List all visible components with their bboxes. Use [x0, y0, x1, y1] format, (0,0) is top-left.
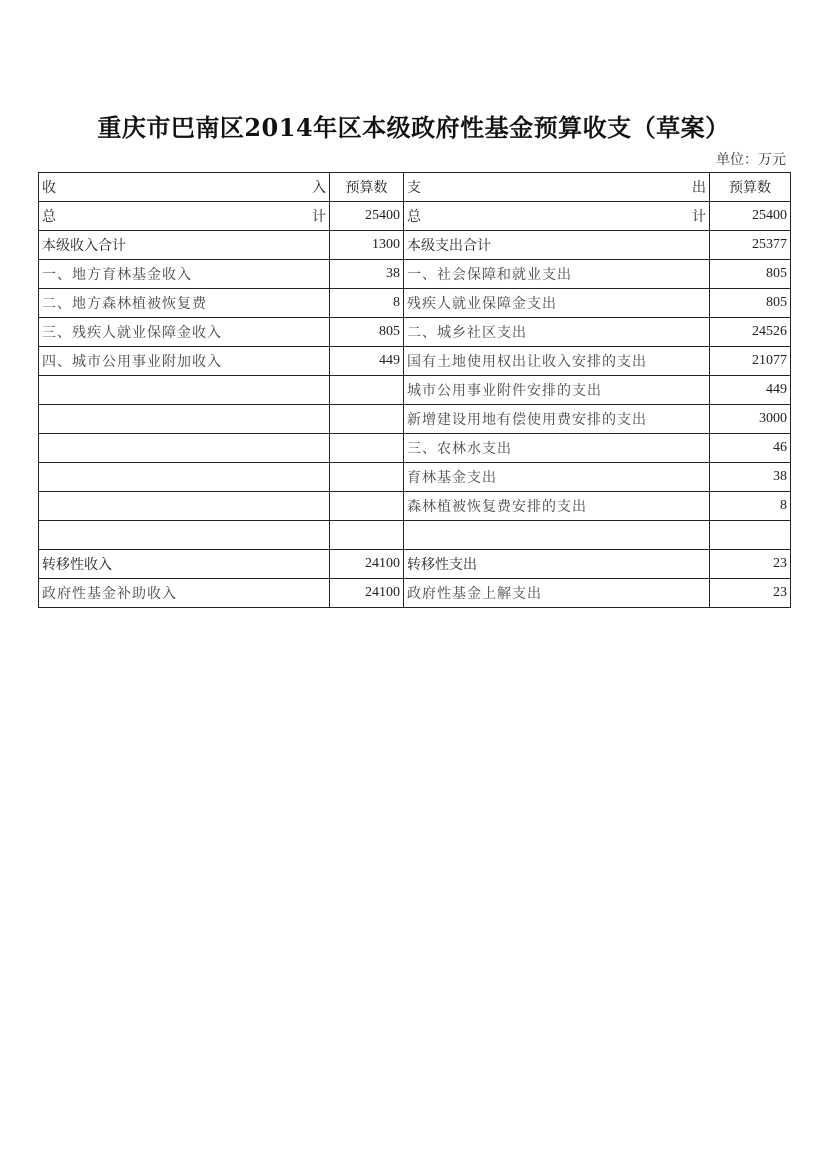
income-value [330, 434, 404, 463]
expense-value [710, 521, 791, 550]
income-value: 1300 [330, 231, 404, 260]
table-row [39, 231, 791, 260]
expense-total-label: 总 计 [404, 202, 710, 231]
income-item: 四、城市公用事业附加收入 [39, 347, 330, 376]
expense-value: 805 [710, 260, 791, 289]
income-value [330, 463, 404, 492]
income-item [39, 405, 330, 434]
income-item [39, 434, 330, 463]
table-row [39, 318, 791, 347]
income-value [330, 521, 404, 550]
table-row [39, 405, 791, 434]
income-total-label: 总 计 [39, 202, 330, 231]
expense-item: 育林基金支出 [404, 463, 710, 492]
expense-item: 森林植被恢复费安排的支出 [404, 492, 710, 521]
table-row [39, 434, 791, 463]
table-row [39, 492, 791, 521]
income-item: 政府性基金补助收入 [39, 579, 330, 608]
income-budget-header: 预算数 [330, 173, 404, 202]
income-item [39, 521, 330, 550]
table-row [39, 202, 791, 231]
expense-value: 21077 [710, 347, 791, 376]
table-header-row [39, 173, 791, 202]
expense-value: 23 [710, 550, 791, 579]
expense-item: 一、社会保障和就业支出 [404, 260, 710, 289]
income-value: 24100 [330, 579, 404, 608]
expense-item: 三、农林水支出 [404, 434, 710, 463]
income-value: 449 [330, 347, 404, 376]
income-value: 8 [330, 289, 404, 318]
expense-total-value: 25400 [710, 202, 791, 231]
income-value [330, 405, 404, 434]
table-row [39, 260, 791, 289]
income-value [330, 492, 404, 521]
table-row [39, 347, 791, 376]
unit-label: 单位：万元 [716, 152, 786, 168]
expense-item: 城市公用事业附件安排的支出 [404, 376, 710, 405]
income-value: 805 [330, 318, 404, 347]
expense-item: 国有土地使用权出让收入安排的支出 [404, 347, 710, 376]
table-row [39, 579, 791, 608]
income-item: 一、地方育林基金收入 [39, 260, 330, 289]
expense-item: 二、城乡社区支出 [404, 318, 710, 347]
expense-item: 本级支出合计 [404, 231, 710, 260]
table-row [39, 521, 791, 550]
income-header: 收 入 [39, 173, 330, 202]
expense-item: 残疾人就业保障金支出 [404, 289, 710, 318]
income-item [39, 492, 330, 521]
income-item: 转移性收入 [39, 550, 330, 579]
income-value: 38 [330, 260, 404, 289]
expense-value: 24526 [710, 318, 791, 347]
income-item: 本级收入合计 [39, 231, 330, 260]
income-item [39, 376, 330, 405]
expense-value: 8 [710, 492, 791, 521]
income-item [39, 463, 330, 492]
expense-header: 支 出 [404, 173, 710, 202]
budget-table [38, 172, 791, 608]
page-title: 重庆市巴南区2014年区本级政府性基金预算收支（草案） [97, 113, 730, 142]
expense-item: 政府性基金上解支出 [404, 579, 710, 608]
expense-value: 25377 [710, 231, 791, 260]
table-row [39, 376, 791, 405]
expense-value: 805 [710, 289, 791, 318]
expense-value: 23 [710, 579, 791, 608]
income-item: 二、地方森林植被恢复费 [39, 289, 330, 318]
expense-value: 3000 [710, 405, 791, 434]
table-row [39, 550, 791, 579]
income-item: 三、残疾人就业保障金收入 [39, 318, 330, 347]
income-value: 24100 [330, 550, 404, 579]
expense-item: 转移性支出 [404, 550, 710, 579]
expense-value: 38 [710, 463, 791, 492]
expense-budget-header: 预算数 [710, 173, 791, 202]
income-value [330, 376, 404, 405]
table-row [39, 463, 791, 492]
expense-value: 449 [710, 376, 791, 405]
expense-value: 46 [710, 434, 791, 463]
expense-item [404, 521, 710, 550]
expense-item: 新增建设用地有偿使用费安排的支出 [404, 405, 710, 434]
table-row [39, 289, 791, 318]
income-total-value: 25400 [330, 202, 404, 231]
